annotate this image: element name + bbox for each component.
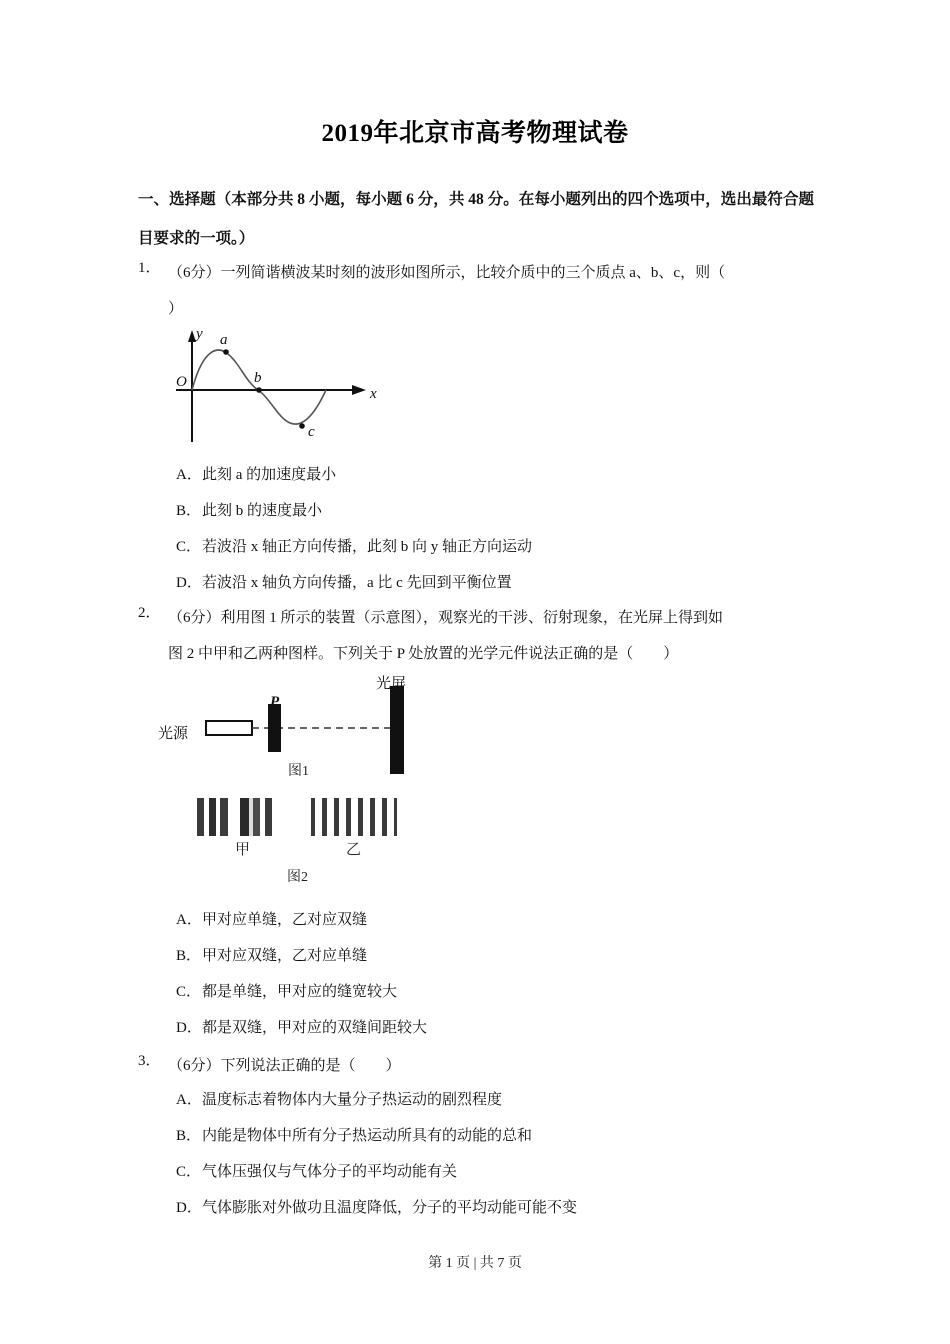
option-d-text: 气体膨胀对外做功且温度降低，分子的平均动能可能不变: [202, 1200, 578, 1216]
option-c-text: 若波沿 x 轴正方向传播，此刻 b 向 y 轴正方向运动: [202, 539, 533, 555]
fringe-band: [197, 798, 204, 836]
question-2-option-a[interactable]: [176, 902, 427, 938]
figure-2-caption: 图2: [287, 870, 308, 885]
question-2-options: [176, 902, 427, 1046]
option-c-label: C．: [176, 984, 202, 1000]
fringe-band: [394, 798, 397, 836]
fringe-pattern-jia: [197, 798, 272, 836]
figure-1-caption: 图1: [288, 764, 309, 779]
option-c-label: C．: [176, 539, 202, 555]
question-3-option-b[interactable]: [176, 1118, 577, 1154]
question-3-option-a[interactable]: [176, 1082, 577, 1118]
question-2-stem-line2: 图 2 中甲和乙两种图样。下列关于 P 处放置的光学元件说法正确的是（ ）: [168, 646, 679, 662]
fringe-band: [327, 798, 334, 836]
page-footer: 第 1 页 | 共 7 页: [428, 1256, 522, 1271]
option-d-text: 都是双缝，甲对应的双缝间距较大: [202, 1020, 428, 1036]
question-1-option-b[interactable]: [176, 493, 532, 529]
observation-screen: [390, 686, 404, 774]
fringe-band: [265, 798, 272, 836]
question-2-option-d[interactable]: [176, 1010, 427, 1046]
fringe-row: [193, 798, 428, 836]
light-source-label: 光源: [158, 726, 189, 742]
fringe-band: [240, 798, 249, 836]
point-c-label: c: [308, 424, 315, 440]
question-2-number: 2．: [138, 605, 161, 621]
option-b-text: 内能是物体中所有分子热运动所具有的动能的总和: [202, 1128, 533, 1144]
option-a-text: 温度标志着物体内大量分子热运动的剧烈程度: [202, 1092, 503, 1108]
option-c-text: 气体压强仅与气体分子的平均动能有关: [202, 1164, 458, 1180]
question-1-option-a[interactable]: [176, 457, 532, 493]
option-b-text: 此刻 b 的速度最小: [202, 503, 323, 519]
question-1-option-c[interactable]: [176, 529, 532, 565]
question-3-option-c[interactable]: [176, 1154, 577, 1190]
option-a-text: 此刻 a 的加速度最小: [202, 467, 337, 483]
option-c-text: 都是单缝，甲对应的缝宽较大: [202, 984, 398, 1000]
fringe-band: [351, 798, 358, 836]
option-b-label: B．: [176, 1128, 202, 1144]
origin-label: O: [176, 374, 187, 390]
question-2-option-c[interactable]: [176, 974, 427, 1010]
fringe-band: [315, 798, 322, 836]
slit-element-P: [268, 704, 281, 752]
question-1-option-d[interactable]: [176, 565, 532, 601]
question-2-stem-line1: （6分）利用图 1 所示的装置（示意图），观察光的干涉、衍射现象，在光屏上得到如: [168, 610, 724, 626]
option-a-label: A．: [176, 467, 202, 483]
question-3-stem: [168, 1048, 814, 1084]
question-1-options: [176, 457, 532, 601]
point-b-label: b: [254, 370, 262, 386]
fringe-band: [339, 798, 346, 836]
figure-optics-setup: [158, 672, 448, 794]
fringe-band: [253, 798, 260, 836]
point-b-dot: [256, 387, 262, 393]
question-3-option-d[interactable]: [176, 1190, 577, 1226]
fringe-band: [375, 798, 382, 836]
question-1-number: 1．: [138, 260, 161, 276]
y-axis-label: y: [196, 326, 203, 342]
question-3-number: 3．: [138, 1053, 161, 1069]
y-axis-arrow: [188, 330, 196, 342]
question-1-stem-line2: ）: [168, 301, 184, 317]
option-d-label: D．: [176, 1200, 202, 1216]
fringe-pattern-yi-label: 乙: [346, 842, 362, 858]
light-source-box: [206, 721, 252, 735]
x-axis-arrow: [352, 385, 366, 395]
x-axis-label: x: [370, 386, 377, 402]
fringe-pattern-yi: [311, 798, 397, 836]
fringe-band: [228, 798, 240, 836]
option-d-label: D．: [176, 575, 202, 591]
question-2-stem: [168, 600, 814, 672]
option-a-label: A．: [176, 912, 202, 928]
fringe-band: [363, 798, 370, 836]
option-b-label: B．: [176, 503, 202, 519]
option-b-text: 甲对应双缝，乙对应单缝: [202, 948, 368, 964]
fringe-band: [387, 798, 394, 836]
point-a-dot: [223, 349, 229, 355]
slit-element-label: P: [270, 694, 280, 710]
fringe-pattern-jia-label: 甲: [235, 842, 251, 858]
question-1-stem-line1: （6分）一列简谐横波某时刻的波形如图所示，比较介质中的三个质点 a、b、c，则（: [168, 265, 726, 281]
section-heading: 一、选择题（本部分共 8 小题，每小题 6 分，共 48 分。在每小题列出的四个选项中，选出最符合题目要求的一项。）: [138, 191, 814, 247]
wave-curve: [192, 350, 326, 424]
question-3-stem-line1: （6分）下列说法正确的是（ ）: [168, 1058, 401, 1074]
point-c-dot: [299, 423, 305, 429]
question-1-stem: [168, 255, 814, 327]
figure-fringe-patterns: [193, 798, 428, 890]
option-b-label: B．: [176, 948, 202, 964]
wave-graph-svg: [168, 322, 398, 450]
fringe-band: [220, 798, 228, 836]
option-c-label: C．: [176, 1164, 202, 1180]
figure-wave-graph: [168, 322, 398, 450]
screen-label: 光屏: [376, 676, 407, 692]
option-d-label: D．: [176, 1020, 202, 1036]
option-a-label: A．: [176, 1092, 202, 1108]
point-a-label: a: [220, 332, 228, 348]
question-2-option-b[interactable]: [176, 938, 427, 974]
page-title: 2019年北京市高考物理试卷: [321, 120, 629, 147]
fringe-band: [209, 798, 216, 836]
option-a-text: 甲对应单缝，乙对应双缝: [202, 912, 368, 928]
question-3-options: [176, 1082, 577, 1226]
option-d-text: 若波沿 x 轴负方向传播，a 比 c 先回到平衡位置: [202, 575, 512, 591]
